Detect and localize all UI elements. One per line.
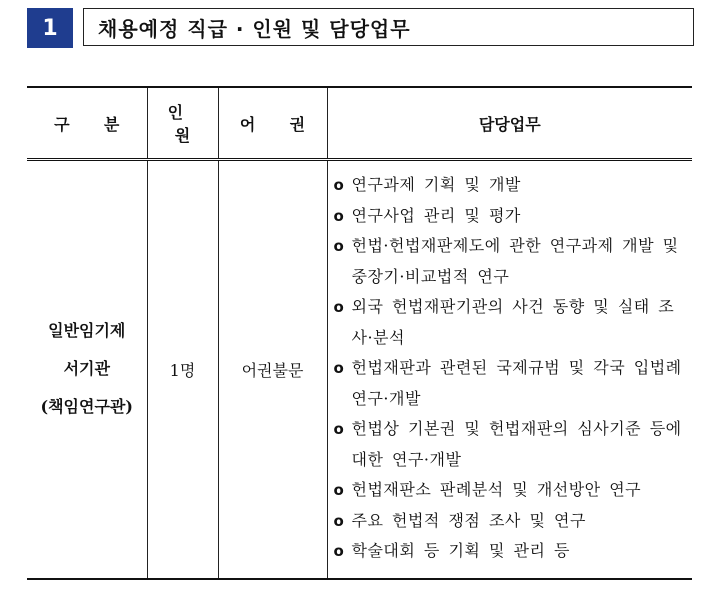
language-cell: 어권불문: [218, 160, 327, 579]
bullet-icon: o: [333, 176, 344, 194]
bullet-icon: o: [333, 481, 344, 499]
bullet-icon: o: [333, 420, 344, 438]
bullet-icon: o: [333, 542, 344, 560]
duty-item: o 헌법·헌법재판제도에 관한 연구과제 개발 및 중장기·비교법적 연구: [334, 231, 685, 292]
duties-list: [328, 161, 693, 578]
position-name-line2: 서기관: [63, 359, 110, 379]
recruitment-table: [27, 86, 692, 580]
duty-item: o 헌법재판과 관련된 국제규범 및 각국 입법례 연구·개발: [334, 353, 685, 414]
table-row: [27, 160, 692, 579]
header-language: 어 권: [218, 87, 327, 160]
bullet-icon: o: [333, 298, 344, 316]
header-headcount: 인 원: [147, 87, 218, 160]
section-number-badge: 1: [27, 8, 73, 48]
bullet-icon: o: [333, 511, 344, 530]
duty-item: o 헌법상 기본권 및 헌법재판의 심사기준 등에 대한 연구·개발: [334, 414, 685, 475]
bullet-icon: o: [333, 359, 344, 377]
duty-item: o 연구과제 기획 및 개발: [334, 170, 685, 201]
position-cell: [27, 160, 147, 579]
duty-item: o 헌법재판소 판례분석 및 개선방안 연구: [334, 475, 685, 506]
duty-item: o 연구사업 관리 및 평가: [334, 201, 685, 232]
position-name-line3: (책임연구관): [40, 397, 133, 417]
position-name-line1: 일반임기제: [48, 321, 126, 341]
header-duties: 담당업무: [478, 114, 541, 134]
duty-item: o 학술대회 등 기획 및 관리 등: [334, 536, 685, 567]
headcount-cell: 1명: [147, 160, 218, 579]
bullet-icon: o: [333, 206, 344, 225]
duties-cell: [327, 160, 692, 579]
duty-item: o 주요 헌법적 쟁점 조사 및 연구: [334, 506, 685, 537]
section-title: 채용예정 직급 · 인원 및 담당업무: [83, 8, 694, 46]
table-header-row: [27, 87, 692, 160]
section-title-row: [27, 8, 694, 48]
header-category: 구 분: [27, 87, 147, 160]
duty-item: o 외국 헌법재판기관의 사건 동향 및 실태 조사·분석: [334, 292, 685, 353]
bullet-icon: o: [333, 237, 344, 255]
